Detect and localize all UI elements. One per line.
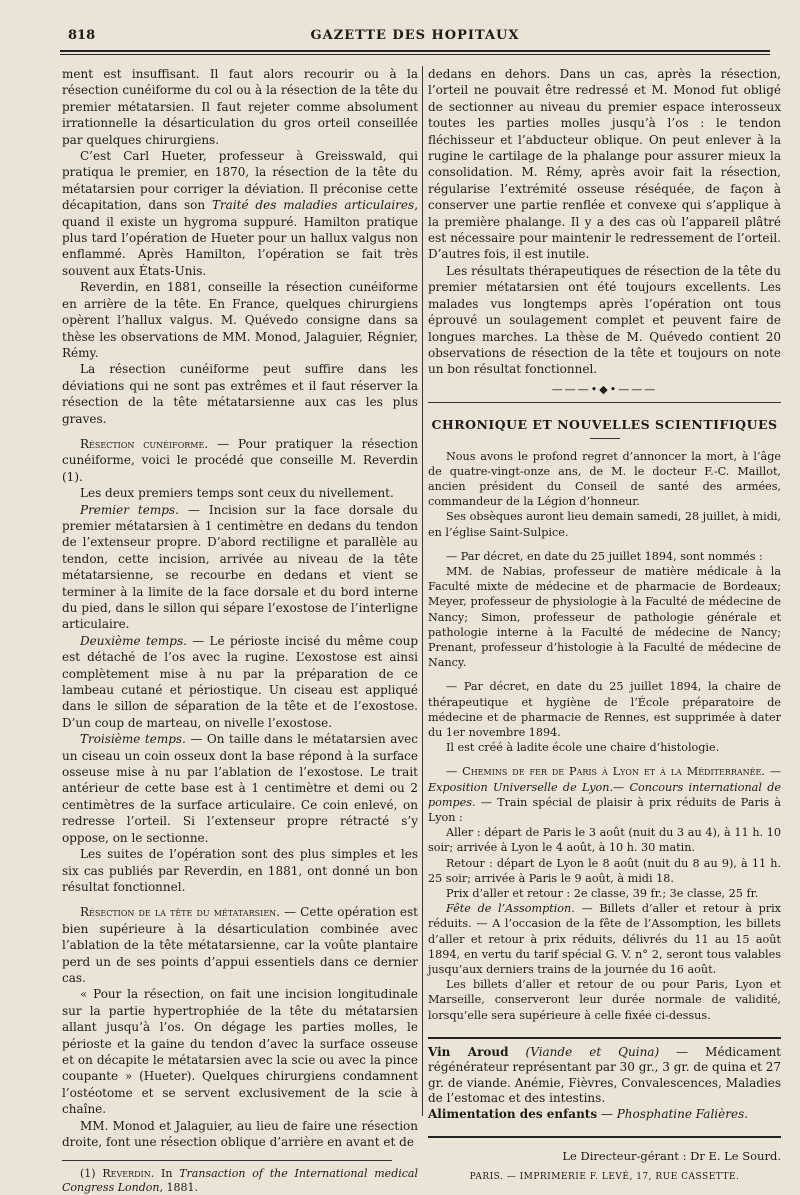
event-name: Fête de l’Assomption. [446, 902, 575, 916]
news-item: Ses obsèques auront lieu demain samedi, 28 juillet, à midi, en l’église Saint-Sulpice. [428, 510, 781, 539]
text: C’est Carl Hueter, professeur à Greisswald, qui pratiqua le premier, en 1870, la résection de la tête du métatarsien pour corriger la déviation. Il préconise cette décapitation, dans son [62, 149, 418, 213]
paragraph [62, 148, 418, 279]
subheading: Résection cunéiforme. [80, 436, 209, 451]
right-column [428, 66, 781, 1185]
advertisements [428, 1045, 781, 1123]
news-item: Aller : départ de Paris le 3 août (nuit du 3 au 4), à 11 h. 10 soir; arrivée à Lyon le 4 août, à 10 h. 30 matin. [428, 826, 781, 855]
news-item: Retour : départ de Lyon le 8 août (nuit du 8 au 9), à 11 h. 25 soir; arrivée à Paris le 9 août, à midi 18. [428, 856, 781, 885]
news-item: MM. de Nabias, professeur de matière médicale à la Faculté mixte de médecine et de pharmacie de Bordeaux; Meyer, professeur de physiologie à la Faculté de médecine de Nancy; Simon, professeur de pathologie générale et pathologie interne à la Faculté de médecine de Nancy; Prenant, professeur d’histologie à la Faculté de médecine de Nancy. [428, 564, 781, 670]
header-rule-thin [60, 54, 770, 55]
text: 1881. [162, 1181, 198, 1195]
text: — [446, 765, 463, 779]
section-heading: CHRONIQUE ET NOUVELLES SCIENTIFIQUES [431, 417, 778, 433]
paragraph: Les deux premiers temps sont ceux du nivellement. [80, 486, 394, 501]
text: — Billets d’aller et retour à prix réduits. — A l’occasion de la fête de l’Assomption, les billets d’aller et retour à prix réduits, délivrés du 11 au 15 août 1894, en vertu du tarif spécial G. V. n° 2, seront tous valables jusqu’aux derniers trains de la journée du 16 août. [428, 902, 781, 977]
text: — Incision sur la face dorsale du premier métatarsien à 1 centimètre en dedans du tendon de l’extenseur propre. D’abord rectiligne et parallèle au tendon, cette incision, arrivée au niveau de la tête métatarsienne, se recourbe en dedans et vient se terminer à la limite de la face dorsale et du bord interne du pied, dans le sillon qui sépare l’exostose de l’interligne articulaire. [62, 502, 419, 632]
news-item: Nous avons le profond regret d’annoncer la mort, à l’âge de quatre-vingt-onze ans, de M. le docteur F.-C. Maillot, ancien président du Conseil de santé des armées, commandeur de la Légion d’honneur. [428, 449, 781, 509]
paragraph: MM. Monod et Jalaguier, au lieu de faire une résection droite, font une résection oblique d’arrière en avant et de [62, 1118, 418, 1149]
director-signature: Le Directeur-gérant : Dr E. Le Sourd. [562, 1149, 781, 1164]
text: — Pour pratiquer la résection cunéiforme, voici le procédé que conseille M. Reverdin (1). [62, 436, 418, 484]
text: — [597, 1106, 617, 1121]
product-desc: Phosphatine Falières. [616, 1106, 749, 1121]
advertisement [428, 1107, 781, 1123]
event-name: Exposition Universelle de Lyon.— Concours international de pompes. [428, 780, 781, 809]
book-title: Traité des maladies articulaires [211, 198, 415, 213]
footnote-rule [62, 1160, 392, 1161]
news-item: Les billets d’aller et retour de ou pour Paris, Lyon et Marseille, conserveront leur durée normale de validité, lorsqu’elle sera supérieure à celle fixée ci-dessus. [428, 978, 781, 1022]
advertisement [428, 1045, 781, 1107]
ad-rule [428, 1136, 781, 1138]
footnote [62, 1167, 418, 1195]
step-label: Premier temps. [80, 502, 179, 517]
paragraph [62, 502, 418, 633]
page-number: 818 [68, 28, 96, 43]
step-label: Troisième temps. [80, 732, 186, 747]
news-item: — Par décret, en date du 25 juillet 1894, la chaire de thérapeutique et hygiène de l’École préparatoire de médecine et de pharmacie de Rennes, est supprimée à dater du 1er novembre 1894. [428, 680, 781, 739]
ornament-divider: ———•◆•——— [551, 382, 658, 396]
header-rule [60, 50, 770, 52]
news-item [428, 764, 781, 825]
step-label: Deuxième temps. [80, 633, 187, 648]
product-name: Vin Aroud [428, 1044, 509, 1059]
news-item [428, 901, 781, 977]
column-divider [422, 66, 423, 1116]
paragraph: Les résultats thérapeutiques de résection de la tête du premier métatarsien ont été toujours excellents. Les malades vus longtemps après l’opération ont tous éprouvé un soulagement complet et peuvent faire de longues marches. La thèse de M. Quévedo contient 20 observations de résection de la tête et toujours on note un bon résultat fonctionnel. [428, 263, 781, 377]
news-block [428, 449, 781, 1023]
printer-line: PARIS. — IMPRIMERIE F. LEVÉ, 17, RUE CASSETTE. [469, 1171, 740, 1182]
text: — [764, 765, 782, 779]
text: — Le périoste incisé du même coup est détaché de l’os avec la rugine. L’exostose est ainsi complètement mise à nu par la préparation de ce lambeau cutané et périostique. Un ciseau est appliqué dans le sillon de séparation de la tête et de l’exostose. D’un coup de marteau, on nivelle l’exostose. [62, 633, 418, 730]
left-column [62, 66, 418, 1195]
text: — Médicament régénérateur représentant par 30 gr., 3 gr. de quina et 27 gr. de viande. Anémie, Fièvres, Convalescences, Maladies de l’estomac et des intestins. [428, 1044, 782, 1106]
publication: Transaction of the International medical Congress London, [62, 1167, 418, 1195]
text: — On taille dans le métatarsien avec un ciseau un coin osseux dont la base répond à la surface osseuse mise à nu par l’ablation de l’exostose. Le trait antérieur de cette base est à 1 centimètre et demi ou 2 centimètres de la surface articulaire. Ce coin enlevé, on redresse l’orteil. Si l’extenseur propre rétracté s’y oppose, on le sectionne. [62, 732, 418, 845]
text: , quand il existe un hygroma suppuré. Hamilton pratique plus tard l’opération de Hueter pour un hallux valgus non enflammé. Après Hamilton, l’opération se fait très souvent aux États-Unis. [62, 198, 419, 278]
paragraph: Les suites de l’opération sont des plus simples et les six cas publiés par Reverdin, en 1881, ont donné un bon résultat fonctionnel. [62, 847, 418, 894]
paragraph: ment est insuffisant. Il faut alors recourir ou à la résection cunéiforme du col ou à la résection de la tête du premier métatarsien. Il faut rejeter comme absolument irrationnelle la désarticulation du gros orteil conseillée par quelques chirurgiens. [62, 67, 418, 147]
text: In [154, 1167, 180, 1181]
paragraph: « Pour la résection, on fait une incision longitudinale sur la partie hypertrophiée de la tête du métatarsien allant jusqu’à l’os. On dégage les parties molles, le périoste et la gaine du tendon d’avec la surface osseuse et on décapite le métatarsien avec la scie ou avec la pince coupante » (Hueter). Quelques chirurgiens condamnent l’ostéotome et se servent exclusivement de la scie à chaîne. [62, 987, 418, 1117]
news-item: — Par décret, en date du 25 juillet 1894, sont nommés : [446, 549, 763, 563]
section-rule [428, 402, 781, 403]
paragraph [62, 436, 418, 485]
paragraph [62, 904, 418, 986]
news-item: Prix d’aller et retour : 2e classe, 39 fr.; 3e classe, 25 fr. [446, 887, 759, 901]
subheading: Résection de la tête du métatarsien. [80, 905, 280, 920]
page-header [60, 20, 770, 60]
paragraph: dedans en dehors. Dans un cas, après la résection, l’orteil ne pouvait être redressé et M. Monod fut obligé de sectionner au niveau du premier espace interosseux toutes les parties molles jusqu’à l’os : le tendon fléchisseur et l’abducteur oblique. On peut enlever à la rugine le cartilage de la phalange pour assurer mieux la consolidation. M. Rémy, après avoir fait la résection, régularise l’extrémité osseuse réséquée, de façon à conserver une partie renflée et convexe qui s’applique à la première phalange. Il y a des cas où l’appareil plâtré est nécessaire pour maintenir le redressement de l’orteil. D’autres fois, il est inutile. [428, 67, 781, 262]
page-title: GAZETTE DES HOPITAUX [310, 28, 520, 43]
news-item: Il est créé à ladite école une chaire d’histologie. [446, 741, 720, 755]
text: — Cette opération est bien supérieure à la désarticulation combinée avec l’ablation de la tête métatarsienne, car la voûte plantaire perd un de ses points d’appui essentiels dans ce dernier cas. [62, 905, 418, 985]
product-desc: (Viande et Quina) [508, 1044, 660, 1059]
text: (1) [80, 1167, 103, 1181]
author: Reverdin. [102, 1167, 155, 1181]
paragraph: La résection cunéiforme peut suffire dans les déviations qui ne sont pas extrêmes et il faut réserver la résection de la tête métatarsienne aux cas les plus graves. [62, 362, 418, 426]
short-rule [590, 438, 620, 439]
paragraph: Reverdin, en 1881, conseille la résection cunéiforme en arrière de la tête. En France, quelques chirurgiens opèrent l’hallux valgus. M. Quévedo consigne dans sa thèse les observations de MM. Monod, Jalaguier, Régnier, Rémy. [62, 280, 418, 360]
ad-rule [428, 1037, 781, 1039]
paragraph [62, 731, 418, 846]
paragraph [62, 633, 418, 731]
product-name: Alimentation des enfants [428, 1106, 598, 1121]
text: — Train spécial de plaisir à prix réduits de Paris à Lyon : [428, 795, 781, 824]
railway-name: Chemins de fer de Paris à Lyon et à la Méditerranée. [462, 765, 765, 779]
